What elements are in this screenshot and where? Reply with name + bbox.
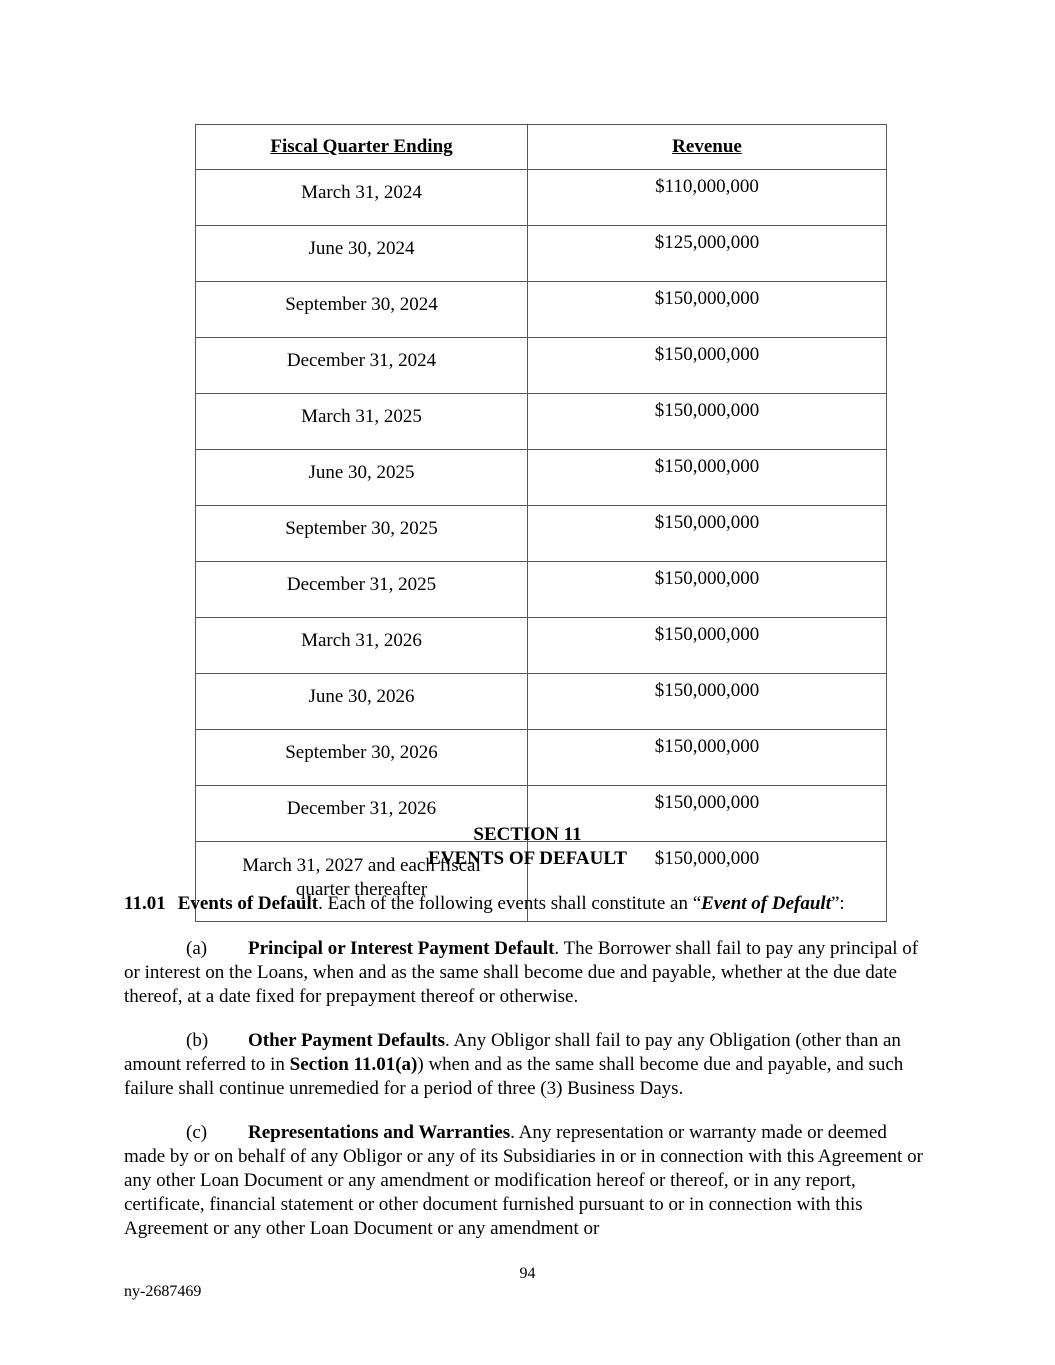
document-id: ny-2687469 (124, 1283, 202, 1300)
revenue-cell: $150,000,000 (528, 394, 887, 450)
revenue-cell: $150,000,000 (528, 338, 887, 394)
table-row (196, 338, 887, 394)
table-row (196, 562, 887, 618)
paragraph-c-label: (c) (186, 1122, 208, 1143)
paragraph-c-text: . Any representation or warranty made or deemed made by or on behalf of any Obligor or any of its Subsidiaries in or in connection with this Agreement or any other Loan Document or any amendment or modification hereof or thereof, or in any report, certificate, financial statement or other document furnished pursuant to or in connection with this Agreement or any other Loan Document or any amendment or (124, 1122, 923, 1239)
quarter-cell: June 30, 2026 (196, 674, 528, 730)
revenue-cell-last: $150,000,000 (528, 842, 887, 922)
revenue-cell: $150,000,000 (528, 786, 887, 842)
paragraph-a-heading: Principal or Interest Payment Default (248, 938, 555, 959)
revenue-table (195, 124, 887, 922)
quarter-cell: March 31, 2026 (196, 618, 528, 674)
table-row (196, 506, 887, 562)
intro-number: 11.01 (124, 893, 166, 914)
paragraph-b-label: (b) (186, 1030, 209, 1051)
revenue-cell: $150,000,000 (528, 730, 887, 786)
quarter-line-2: quarter thereafter (295, 879, 428, 900)
revenue-cell: $150,000,000 (528, 506, 887, 562)
table-row (196, 730, 887, 786)
revenue-cell: $150,000,000 (528, 450, 887, 506)
intro-paragraph (124, 892, 924, 916)
table-row (196, 394, 887, 450)
quarter-cell: September 30, 2026 (196, 730, 528, 786)
table-row (196, 674, 887, 730)
table-row (196, 226, 887, 282)
paragraph-a-text: . The Borrower shall fail to pay any principal of or interest on the Loans, when and as the same shall become due and payable, whether at the due date thereof, at a date fixed for prepayment thereof or otherwise. (124, 938, 919, 1007)
section-title: EVENTS OF DEFAULT (428, 848, 627, 869)
intro-text-after: ”: (830, 893, 845, 914)
revenue-cell: $150,000,000 (528, 282, 887, 338)
paragraph-b-heading: Other Payment Defaults (248, 1030, 446, 1051)
quarter-cell: September 30, 2024 (196, 282, 528, 338)
paragraph-b-reference: Section 11.01(a) (289, 1054, 418, 1075)
paragraph-b-text-after: ) when and as the same shall become due and payable, and such failure shall continue unremedied for a period of three (3) Business Days. (124, 1054, 904, 1099)
quarter-cell: December 31, 2024 (196, 338, 528, 394)
header-revenue: Revenue (528, 125, 887, 170)
page-number: 94 (519, 1265, 536, 1282)
paragraph-a (124, 937, 924, 1009)
table-row (196, 282, 887, 338)
revenue-cell: $125,000,000 (528, 226, 887, 282)
quarter-cell: March 31, 2025 (196, 394, 528, 450)
paragraph-b (124, 1029, 924, 1101)
revenue-cell: $110,000,000 (528, 170, 887, 226)
paragraph-b-text-before: . Any Obligor shall fail to pay any Obligation (other than an amount referred to in (124, 1030, 901, 1075)
table-body (196, 170, 887, 922)
quarter-cell: June 30, 2025 (196, 450, 528, 506)
revenue-cell: $150,000,000 (528, 562, 887, 618)
quarter-cell: March 31, 2024 (196, 170, 528, 226)
paragraph-a-label: (a) (186, 938, 208, 959)
revenue-cell: $150,000,000 (528, 674, 887, 730)
defined-term: Event of Default (701, 893, 831, 914)
table-row (196, 618, 887, 674)
quarter-cell: September 30, 2025 (196, 506, 528, 562)
quarter-cell: December 31, 2026 (196, 786, 528, 842)
paragraph-c-heading: Representations and Warranties (248, 1122, 511, 1143)
paragraph-c (124, 1121, 924, 1241)
table-row (196, 450, 887, 506)
quarter-cell: December 31, 2025 (196, 562, 528, 618)
intro-text-before: . Each of the following events shall constitute an “ (318, 893, 702, 914)
intro-heading: Events of Default (177, 893, 319, 914)
table-header-row (196, 125, 887, 170)
section-number: SECTION 11 (473, 824, 582, 845)
quarter-cell: June 30, 2024 (196, 226, 528, 282)
quarter-line-1: March 31, 2027 and each fiscal (242, 855, 481, 876)
table-row (196, 170, 887, 226)
header-fiscal-quarter: Fiscal Quarter Ending (196, 125, 528, 170)
revenue-cell: $150,000,000 (528, 618, 887, 674)
